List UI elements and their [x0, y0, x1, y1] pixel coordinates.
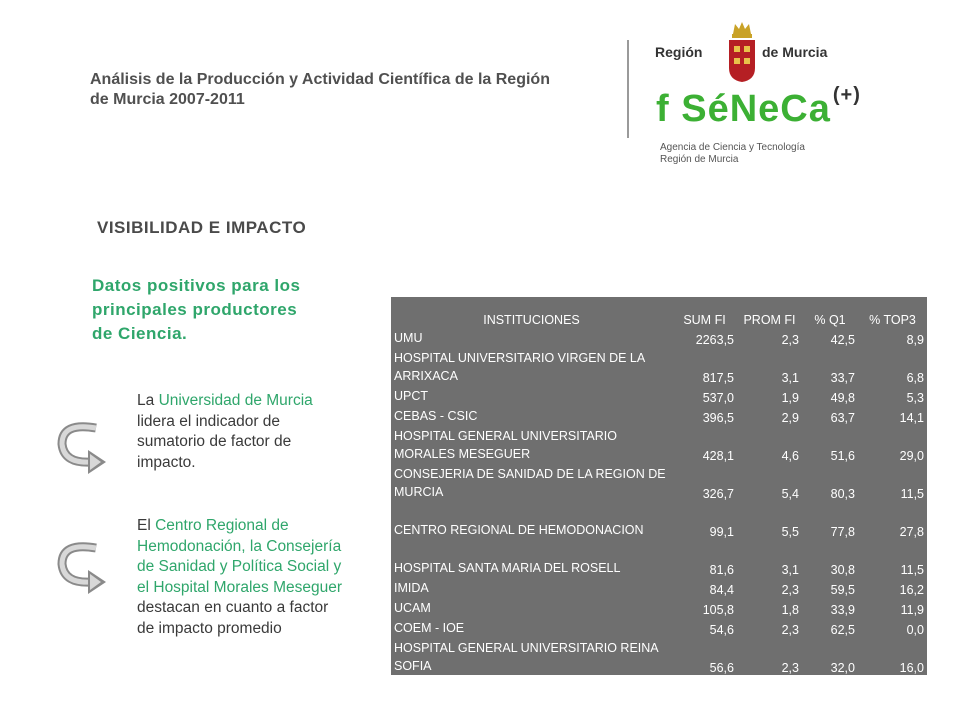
seneca-plus: (+) — [832, 84, 861, 106]
cell-value: 5,5 — [781, 525, 799, 539]
cell-value: 62,5 — [830, 623, 855, 637]
cell-institution: HOSPITAL GENERAL UNIVERSITARIO REINA SOFIA — [394, 641, 658, 673]
cell-institution: HOSPITAL SANTA MARIA DEL ROSELL — [394, 561, 621, 575]
point1-highlight: Universidad de Murcia — [158, 392, 313, 409]
cell-institution: HOSPITAL UNIVERSITARIO VIRGEN DE LA ARRIXACA — [394, 351, 645, 383]
cell-value: 84,4 — [709, 583, 734, 597]
point1-pre: La — [137, 392, 159, 409]
header-prom-fi: PROM FI — [743, 313, 796, 327]
region-left-text: Región — [655, 44, 703, 60]
cell-institution: CENTRO REGIONAL DE HEMODONACION — [394, 523, 644, 537]
cell-institution: CONSEJERIA DE SANIDAD DE LA REGION DE MURCIA — [394, 467, 666, 499]
point-hemodonacion — [137, 516, 347, 639]
cell-institution: UPCT — [394, 389, 429, 403]
table-header-row — [391, 297, 927, 327]
cell-value: 81,6 — [709, 563, 734, 577]
seneca-f: f — [656, 88, 670, 130]
cell-value: 2,3 — [781, 661, 799, 675]
agency-line-1: Agencia de Ciencia y Tecnología — [660, 142, 805, 153]
cell-value: 2,3 — [781, 333, 799, 347]
cell-value: 27,8 — [899, 525, 924, 539]
cell-value: 63,7 — [830, 411, 855, 425]
cell-institution: UCAM — [394, 601, 431, 615]
cell-value: 32,0 — [830, 661, 855, 675]
cell-value: 99,1 — [709, 525, 734, 539]
section-title: VISIBILIDAD E IMPACTO — [97, 218, 307, 237]
agency-line-2: Región de Murcia — [660, 154, 739, 165]
cell-value: 11,5 — [900, 487, 924, 501]
region-right-text: de Murcia — [762, 44, 828, 60]
cell-value: 2263,5 — [695, 333, 734, 347]
table-row — [391, 327, 927, 347]
agency-caption — [660, 142, 805, 166]
seneca-name: SéNeCa — [681, 88, 831, 130]
cell-value: 29,0 — [899, 449, 924, 463]
cell-value: 33,7 — [830, 371, 855, 385]
point2-pre: El — [137, 517, 156, 534]
cell-value: 3,1 — [781, 563, 799, 577]
point2-post: destacan en cuanto a factor de impacto promedio — [137, 599, 329, 637]
cell-value: 16,2 — [899, 583, 924, 597]
cell-value: 16,0 — [899, 661, 924, 675]
cell-value: 3,1 — [781, 371, 799, 385]
institutions-table — [391, 297, 927, 675]
cell-value: 42,5 — [830, 333, 855, 347]
cell-value: 4,6 — [781, 449, 799, 463]
cell-value: 11,5 — [900, 563, 924, 577]
coat-of-arms-icon — [725, 20, 759, 84]
cell-value: 56,6 — [709, 661, 734, 675]
cell-institution: UMU — [394, 331, 423, 345]
header-sum-fi: SUM FI — [683, 313, 726, 327]
header-q1: % Q1 — [814, 313, 846, 327]
cell-value: 6,8 — [906, 371, 924, 385]
seneca-logo — [656, 84, 861, 131]
cell-value: 14,1 — [899, 411, 924, 425]
table-row — [391, 617, 927, 637]
cell-value: 80,3 — [830, 487, 855, 501]
header-top3: % TOP3 — [869, 313, 916, 327]
table-row — [391, 577, 927, 597]
cell-value: 51,6 — [830, 449, 855, 463]
table-row — [391, 405, 927, 425]
table-row — [391, 425, 927, 463]
cell-value: 326,7 — [702, 487, 734, 501]
region-murcia-logo — [655, 18, 855, 88]
divider — [627, 40, 629, 138]
cell-institution: IMIDA — [394, 581, 429, 595]
cell-value: 1,8 — [781, 603, 799, 617]
cell-value: 2,3 — [781, 583, 799, 597]
cell-value: 77,8 — [830, 525, 855, 539]
cell-value: 537,0 — [702, 391, 734, 405]
curved-arrow-icon — [56, 538, 116, 598]
cell-value: 396,5 — [702, 411, 734, 425]
table-row — [391, 637, 927, 675]
cell-value: 0,0 — [906, 623, 924, 637]
cell-value: 59,5 — [830, 583, 855, 597]
cell-value: 49,8 — [830, 391, 855, 405]
cell-institution: HOSPITAL GENERAL UNIVERSITARIO MORALES MESEGUER — [394, 429, 617, 461]
cell-value: 33,9 — [830, 603, 855, 617]
table-row — [391, 597, 927, 617]
point1-post: lidera el indicador de sumatorio de factor de impacto. — [137, 412, 292, 471]
table-row — [391, 463, 927, 501]
cell-value: 105,8 — [702, 603, 734, 617]
cell-value: 5,3 — [906, 391, 924, 405]
curved-arrow-icon — [56, 418, 116, 478]
cell-institution: COEM - IOE — [394, 621, 465, 635]
table-body — [391, 327, 927, 675]
cell-value: 8,9 — [906, 333, 924, 347]
cell-value: 817,5 — [702, 371, 734, 385]
cell-value: 30,8 — [830, 563, 855, 577]
point-university — [137, 391, 347, 473]
table-row — [391, 539, 927, 577]
cell-value: 11,9 — [900, 603, 924, 617]
table-row — [391, 385, 927, 405]
table-row — [391, 347, 927, 385]
cell-value: 1,9 — [781, 391, 799, 405]
header-instituciones: INSTITUCIONES — [483, 313, 580, 327]
cell-value: 2,3 — [781, 623, 799, 637]
cell-value: 5,4 — [781, 487, 799, 501]
cell-institution: CEBAS - CSIC — [394, 409, 478, 423]
page-title: Análisis de la Producción y Actividad Científica de la Región de Murcia 2007-2011 — [90, 71, 550, 108]
cell-value: 54,6 — [709, 623, 734, 637]
positive-heading: Datos positivos para los principales productores de Ciencia. — [92, 276, 301, 343]
table-row — [391, 501, 927, 539]
cell-value: 2,9 — [781, 411, 799, 425]
point2-highlight: Centro Regional de Hemodonación, la Consejería de Sanidad y Política Social y el Hospital Morales Meseguer — [137, 517, 343, 596]
cell-value: 428,1 — [702, 449, 734, 463]
